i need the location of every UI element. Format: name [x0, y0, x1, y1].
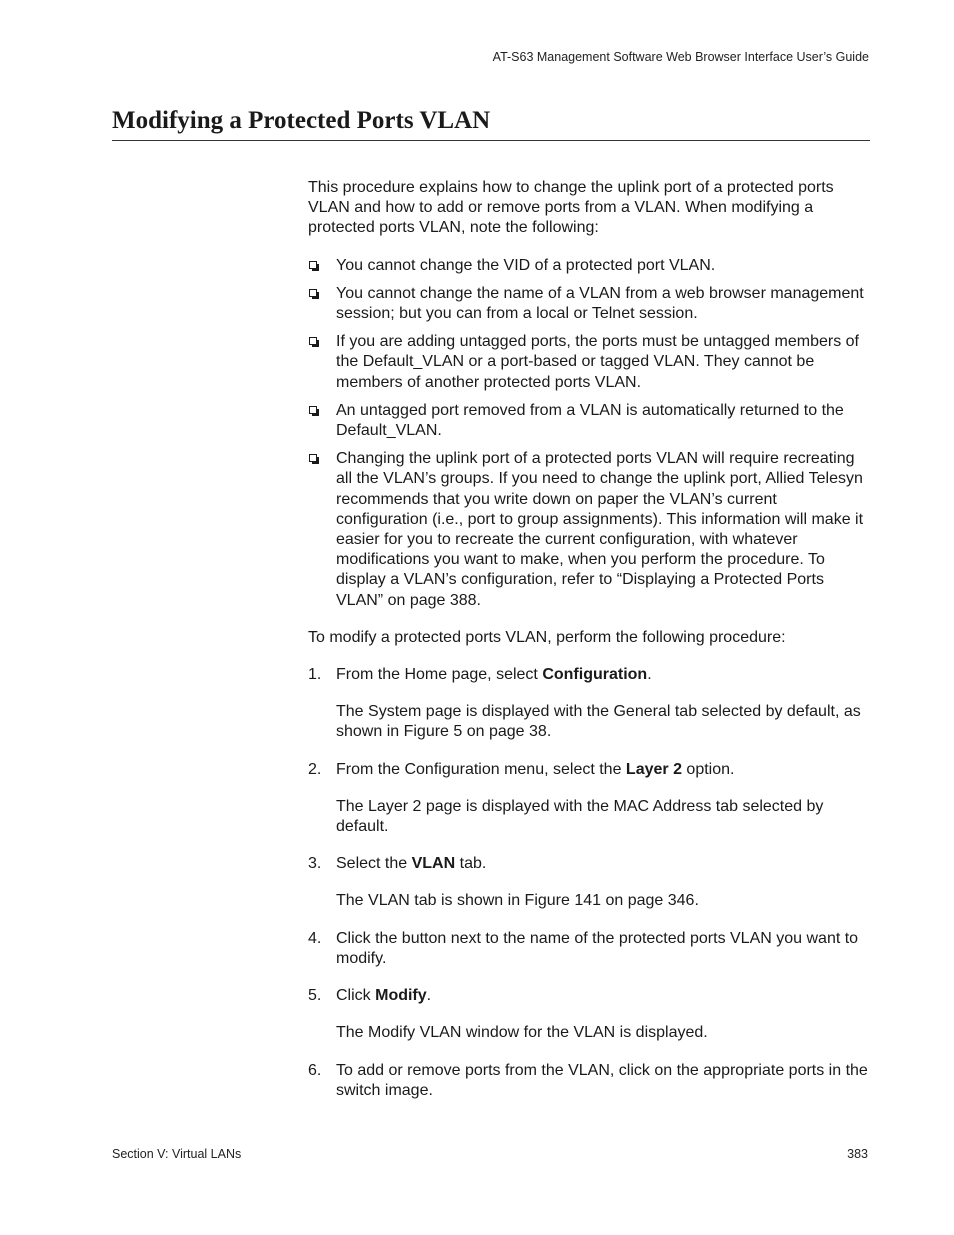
checkbox-bullet-icon: [309, 289, 317, 297]
step-bold-term: Layer 2: [625, 760, 682, 778]
step-text: Click the button next to the name of the protected ports VLAN you want to modify.: [336, 929, 859, 967]
body-content: [308, 178, 870, 1101]
step-note: The VLAN tab is shown in Figure 141 on page 346.: [336, 892, 699, 910]
step-note: The Modify VLAN window for the VLAN is displayed.: [336, 1024, 708, 1042]
step-text: From the Configuration menu, select the: [336, 760, 626, 778]
list-item-text: You cannot change the name of a VLAN from a web browser management session; but you can from a local or Telnet session.: [336, 284, 864, 323]
step-bold-term: VLAN: [411, 855, 456, 873]
step-text-end: option.: [681, 760, 735, 778]
step-text: Click: [336, 987, 376, 1005]
checkbox-bullet-icon: [309, 337, 317, 345]
step-text: To add or remove ports from the VLAN, click on the appropriate ports in the switch image.: [336, 1061, 868, 1099]
checkbox-bullet-icon: [309, 261, 317, 269]
step-text-end: .: [426, 987, 432, 1005]
running-header: AT-S63 Management Software Web Browser Interface User’s Guide: [492, 50, 869, 64]
procedure-steps: [308, 665, 870, 1101]
procedure-step: [308, 665, 870, 743]
list-item: [308, 401, 870, 441]
checkbox-bullet-icon: [309, 454, 317, 462]
step-number: 4.: [308, 929, 322, 947]
procedure-step: [308, 986, 870, 1043]
list-item-text: Changing the uplink port of a protected ports VLAN will require recreating all the VLAN’s groups. If you need to change the uplink port, Allied Telesyn recommends that you write down on paper the VLAN’s current configuration (i.e., port to group assignments). This information will make it easier for you to recreate the current configuration, with whatever modifications you want to make, when you perform the procedure. To display a VLAN’s configuration, refer to “Displaying a Protected Ports VLAN” on page 388.: [336, 450, 864, 609]
step-number: 6.: [308, 1061, 322, 1079]
procedure-lead: To modify a protected ports VLAN, perform the following procedure:: [308, 628, 786, 646]
list-item-text: You cannot change the VID of a protected port VLAN.: [336, 256, 716, 274]
list-item-text: An untagged port removed from a VLAN is automatically returned to the Default_VLAN.: [336, 401, 844, 440]
procedure-step: [308, 929, 870, 969]
list-item: [308, 284, 870, 324]
list-item: [308, 332, 870, 393]
step-note: The Layer 2 page is displayed with the MAC Address tab selected by default.: [336, 797, 824, 836]
notes-list: [308, 256, 870, 611]
step-note: The System page is displayed with the General tab selected by default, as shown in Figure 5 on page 38.: [336, 703, 861, 741]
intro-paragraph: This procedure explains how to change the uplink port of a protected ports VLAN and how to add or remove ports from a VLAN. When modifying a protected ports VLAN, note the following:: [308, 179, 834, 237]
step-bold-term: Configuration: [542, 666, 648, 684]
procedure-step: [308, 760, 870, 838]
step-text-end: tab.: [455, 855, 487, 873]
checkbox-bullet-icon: [309, 406, 317, 414]
step-number: 2.: [308, 760, 322, 778]
step-bold-term: Modify: [375, 987, 427, 1005]
step-text-end: .: [647, 666, 652, 684]
list-item: [308, 449, 870, 611]
footer-page-number: 383: [847, 1147, 868, 1161]
list-item-text: If you are adding untagged ports, the ports must be untagged members of the Default_VLAN or a port-based or tagged VLAN. They cannot be members of another protected ports VLAN.: [336, 333, 859, 391]
step-text: From the Home page, select: [336, 666, 543, 684]
procedure-step: [308, 854, 870, 911]
list-item: [308, 256, 870, 276]
step-number: 3.: [308, 855, 322, 873]
procedure-step: [308, 1061, 870, 1101]
footer-section-label: Section V: Virtual LANs: [112, 1147, 242, 1161]
step-text: Select the: [336, 855, 412, 873]
step-number: 5.: [308, 987, 322, 1005]
step-number: 1.: [308, 666, 322, 684]
section-title: Modifying a Protected Ports VLAN: [112, 106, 870, 141]
